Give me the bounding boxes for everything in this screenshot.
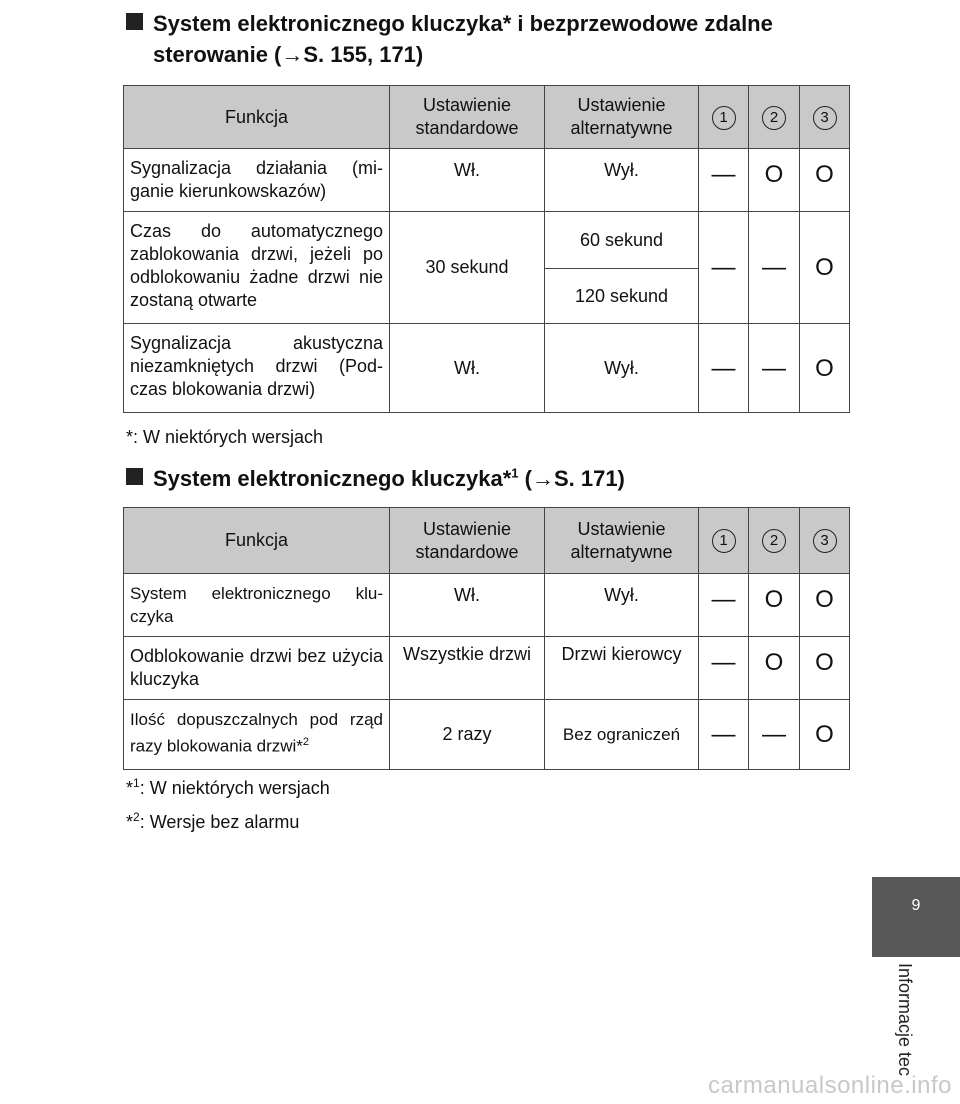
footnote-1: *$^1$: W niektórych wersjach: [126, 776, 330, 798]
row-standard: Wł.: [390, 574, 545, 637]
row-mark-1: —: [699, 637, 749, 700]
circled-1-icon: 1: [712, 106, 736, 130]
table-header-row: [124, 508, 850, 574]
row-mark-1: —: [699, 700, 749, 770]
header-funkcja: Funkcja: [124, 86, 390, 149]
row-mark-2: O: [749, 637, 800, 700]
circled-2-icon: 2: [762, 529, 786, 553]
row-function: Odblokowanie drzwi bez użycia kluczyka: [124, 637, 390, 700]
row-standard: Wszystkie drzwi: [390, 637, 545, 700]
row-alternative-b: 120 sekund: [545, 269, 699, 324]
row-function: Ilość dopuszczalnych pod rząd razy blokowania drzwi*$^2$: [124, 700, 390, 770]
watermark: carmanualsonline.info: [708, 1072, 952, 1099]
row-standard: 30 sekund: [390, 212, 545, 324]
header-standard: Ustawienie standardowe: [390, 86, 545, 149]
row-mark-1: —: [699, 574, 749, 637]
header-alternative: Ustawienie alternatywne: [545, 86, 699, 149]
circled-3-icon: 3: [813, 106, 837, 130]
footnote: *: W niektórych wersjach: [126, 427, 324, 447]
arrow-icon: →: [531, 466, 554, 491]
chapter-number: 9: [911, 897, 921, 914]
row-mark-2: —: [749, 324, 800, 413]
arrow-icon: →: [281, 42, 304, 67]
chapter-label: Informacje tec: [895, 963, 915, 1077]
table-row: [124, 324, 850, 413]
row-mark-3: O: [800, 324, 850, 413]
header-alternative: Ustawienie alternatywne: [545, 508, 699, 574]
footnote-2: *$^2$: Wersje bez alarmu: [126, 810, 300, 832]
row-alternative: Bez ograniczeń: [545, 700, 699, 770]
row-mark-1: —: [699, 149, 749, 212]
row-mark-2: O: [749, 574, 800, 637]
chapter-tab[interactable]: [872, 877, 960, 957]
row-standard: Wł.: [390, 324, 545, 413]
row-mark-3: O: [800, 700, 850, 770]
circled-3-icon: 3: [813, 529, 837, 553]
row-alternative: Wył.: [545, 149, 699, 212]
circled-1-icon: 1: [712, 529, 736, 553]
row-mark-3: O: [800, 149, 850, 212]
heading-line-1: System elektronicznego kluczyka* i bezprzewodowe zdalne: [153, 11, 773, 36]
header-funkcja: Funkcja: [124, 508, 390, 574]
row-mark-1: —: [699, 324, 749, 413]
square-bullet-icon: [126, 13, 143, 30]
section-heading-2: System elektronicznego kluczyka*$^1$ (→S. 171): [126, 463, 851, 494]
row-function: Sygnalizacja działania (mi-ganie kierunkowskazów): [124, 149, 390, 212]
heading-line-2: sterowanie (→S. 155, 171): [153, 42, 424, 67]
table-row: [124, 637, 850, 700]
header-standard: Ustawienie standardowe: [390, 508, 545, 574]
settings-table-1: [123, 85, 850, 413]
row-alternative: Wył.: [545, 324, 699, 413]
row-alternative: Drzwi kierowcy: [545, 637, 699, 700]
row-mark-2: —: [749, 212, 800, 324]
settings-table-2: [123, 507, 850, 770]
table-row: [124, 212, 850, 269]
row-mark-3: O: [800, 212, 850, 324]
section-heading-1: [126, 8, 851, 70]
row-standard: 2 razy: [390, 700, 545, 770]
table-row: [124, 574, 850, 637]
row-alternative-a: 60 sekund: [545, 212, 699, 269]
row-function: Sygnalizacja akustyczna niezamkniętych drzwi (Pod-czas blokowania drzwi): [124, 324, 390, 413]
row-mark-3: O: [800, 574, 850, 637]
row-mark-3: O: [800, 637, 850, 700]
row-mark-1: —: [699, 212, 749, 324]
row-alternative: Wył.: [545, 574, 699, 637]
row-function: System elektronicznego klu-czyka: [124, 574, 390, 637]
row-mark-2: O: [749, 149, 800, 212]
circled-2-icon: 2: [762, 106, 786, 130]
row-function: Czas do automatycznego zablokowania drzwi, jeżeli po odblokowaniu żadne drzwi nie zostaną otwarte: [124, 212, 390, 324]
row-standard: Wł.: [390, 149, 545, 212]
table-row: [124, 700, 850, 770]
table-header-row: [124, 86, 850, 149]
row-mark-2: —: [749, 700, 800, 770]
table-row: [124, 149, 850, 212]
square-bullet-icon: [126, 468, 143, 485]
